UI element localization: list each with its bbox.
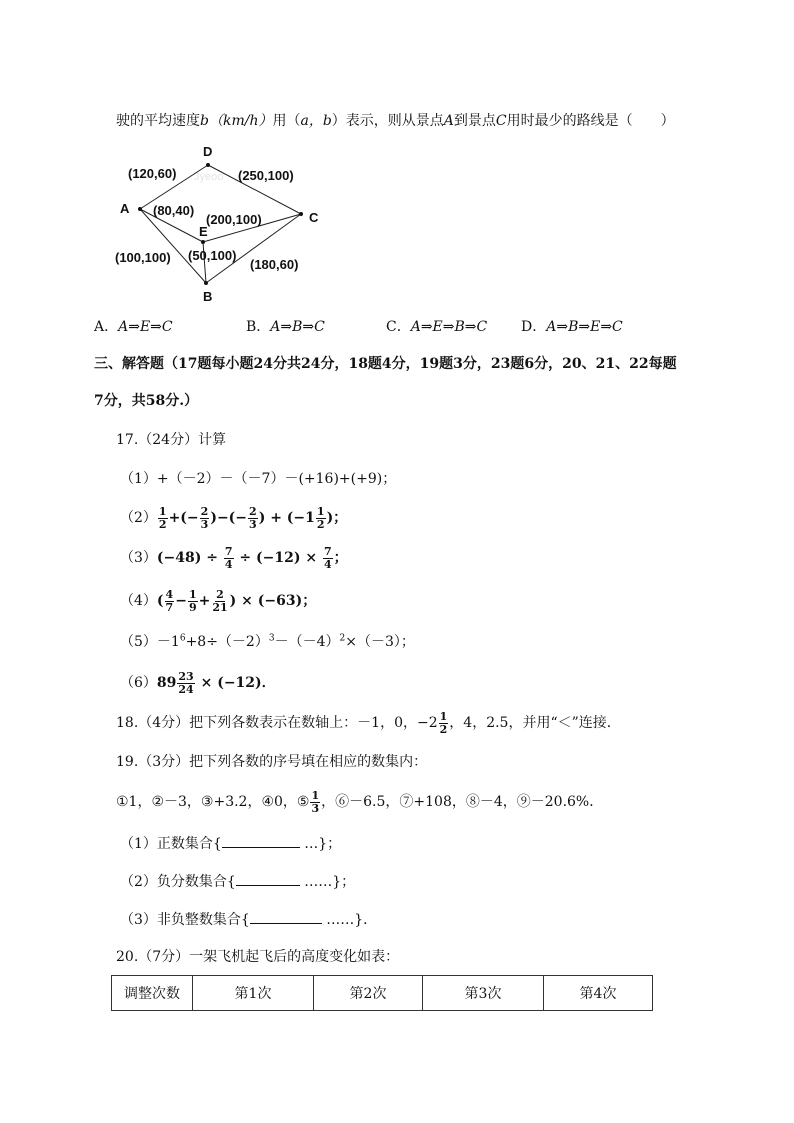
edge-label-ab: (100,100) — [115, 250, 171, 265]
fraction: $\frac{1}{2}$ — [316, 504, 325, 531]
edge-label-ae: (80,40) — [153, 203, 195, 218]
q19-set-negative-fraction: （2）负分数集合{ ……}； — [120, 874, 356, 890]
q17-part3: （3）(−48) ÷ $\frac{7}{4}$ ÷ (−12) × $\frac{7}{4}$ ； — [120, 544, 348, 571]
q16-tail1: ）表示，则从景点 — [331, 113, 444, 129]
node-b-dot — [204, 281, 208, 285]
q16-intro-text: 驶的平均速度 — [116, 113, 200, 129]
edge-label-bc: (180,60) — [250, 257, 299, 272]
table-header-cell: 第3次 — [423, 976, 544, 1011]
q16-unit: （km/h） — [208, 113, 273, 129]
fraction: $\frac{2}{3}$ — [200, 504, 209, 531]
q17-part5: $(5)-1^6+8\div(-2)^3-(-4)^2\times(-3)$； — [120, 633, 415, 650]
q19-title: 19.（3分）把下列各数的序号填在相应的数集内： — [116, 754, 428, 770]
section3-heading-line2: 7分，共58分.） — [94, 393, 199, 409]
q16-c-point: C — [495, 113, 507, 129]
route-diagram — [108, 140, 338, 310]
q19-set-nonnegative-integer: （3）非负整数集合{ ……}． — [120, 912, 378, 928]
q19-set-positive: （1）正数集合{ …}； — [120, 836, 342, 852]
answer-blank[interactable] — [236, 872, 300, 886]
q16-a-point: A — [443, 113, 454, 129]
node-a-dot — [138, 207, 142, 211]
option-c: C．A⇒E⇒B⇒C — [386, 319, 488, 335]
q16-ab: a，b — [300, 113, 332, 129]
fraction: $\frac{7}{4}$ — [224, 544, 233, 571]
table-header-cell: 调整次数 — [112, 976, 193, 1011]
fraction: $\frac{2}{3}$ — [249, 504, 257, 531]
edge-label-ec: (200,100) — [206, 212, 262, 227]
fraction: $\frac{1}{2}$ — [439, 709, 448, 736]
watermark: Jyeoo — [194, 171, 224, 183]
node-c-dot — [299, 212, 303, 216]
node-a-label: A — [120, 201, 130, 216]
node-b-label: B — [203, 289, 213, 304]
edge-a-b — [140, 209, 206, 283]
table-header-cell: 第4次 — [544, 976, 653, 1011]
edge-label-eb: (50,100) — [188, 248, 237, 263]
edge-label-ad: (120,60) — [128, 166, 177, 181]
answer-blank[interactable] — [250, 910, 322, 924]
q20-title: 20.（7分）一架飞机起飞后的高度变化如表： — [116, 949, 400, 965]
q19-number-list: ①1，②－3，③+3.2，④0，⑤ $\frac{1}{3}$ ，⑥－6.5，⑦+108，⑧－4，⑨－20.6%． — [116, 788, 604, 815]
fraction: $\frac{23}{24}$ — [178, 669, 194, 696]
table-row — [112, 976, 653, 1011]
answer-blank[interactable] — [222, 834, 300, 848]
node-d-label: D — [203, 144, 213, 159]
q16-mid: 用（ — [272, 113, 301, 129]
q16-intro-line — [116, 112, 675, 130]
node-d-dot — [206, 163, 210, 167]
table-header-cell: 第2次 — [314, 976, 423, 1011]
q16-b-var: b — [200, 113, 209, 129]
q16-to: 到景点 — [453, 113, 496, 129]
fraction: $\frac{7}{4}$ — [323, 544, 332, 571]
option-d: D．A⇒B⇒E⇒C — [521, 319, 623, 335]
option-a: A．A⇒E⇒C — [94, 319, 173, 335]
fraction: $\frac{1}{9}$ — [188, 587, 197, 614]
node-e-dot — [201, 240, 205, 244]
q17-part2: （2） $\frac{1}{2}$ +(− $\frac{2}{3}$ )−(− $\frac{2}{3}$ ) + (−1 $\frac{1}{2}$ )； — [120, 504, 348, 531]
table-header-cell: 第1次 — [193, 976, 314, 1011]
node-e-label: E — [199, 224, 208, 239]
fraction: $\frac{1}{2}$ — [158, 504, 167, 531]
q17-part1: （1）+（－2）－（－7）－(+16)+(+9)； — [120, 471, 397, 487]
edge-label-dc: (250,100) — [238, 168, 294, 183]
section3-heading-line1: 三、解答题（17题每小题24分共24分，18题4分，19题3分，23题6分，20、21、22每题 — [94, 356, 677, 372]
q17-part6: （6）89 $\frac{23}{24}$ × (−12)． — [120, 669, 276, 696]
altitude-table — [111, 975, 653, 1011]
node-c-label: C — [309, 210, 319, 225]
q16-tail2: 用时最少的路线是（ ） — [506, 113, 675, 129]
fraction: $\frac{2}{21}$ — [212, 587, 228, 614]
option-b: B．A⇒B⇒C — [246, 319, 325, 335]
q17-part4: （4）( $\frac{4}{7}$ − $\frac{1}{9}$ + $\frac{2}{21}$ ) × (−63)； — [120, 587, 317, 614]
q18: 18.（4分）把下列各数表示在数轴上：－1，0，−2 $\frac{1}{2}$ ，4，2.5，并用“＜”连接． — [116, 709, 621, 736]
q17-title: 17.（24分）计算 — [116, 432, 227, 448]
fraction: $\frac{4}{7}$ — [165, 587, 174, 614]
fraction: $\frac{1}{3}$ — [311, 788, 320, 815]
